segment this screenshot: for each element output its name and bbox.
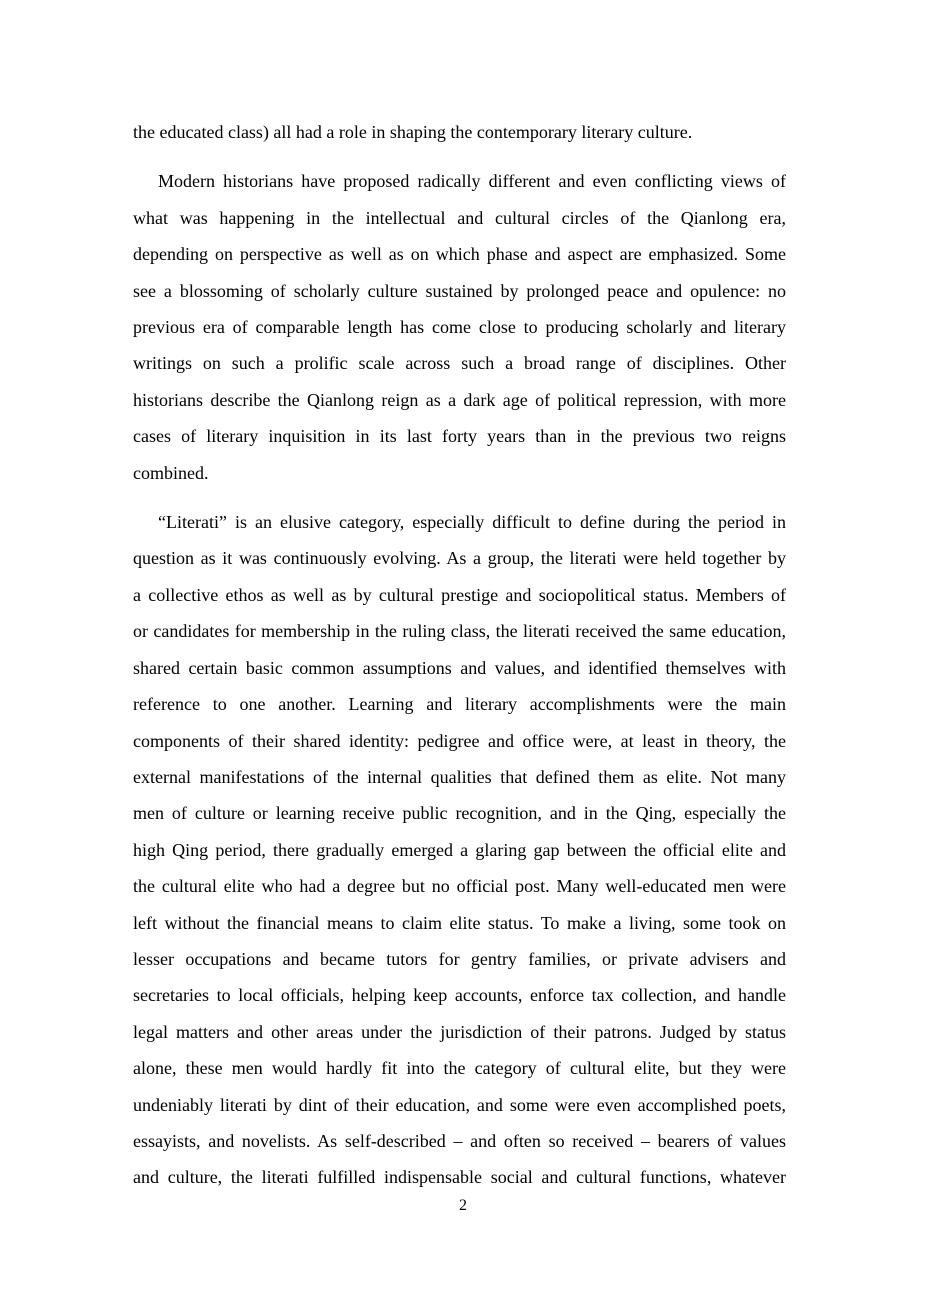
text-line: cases of literary inquisition in its last forty years than in the previous two reigns: [133, 426, 786, 447]
text-line: components of their shared identity: pedigree and office were, at least in theory, the: [133, 730, 786, 751]
text-line: historians describe the Qianlong reign as a dark age of political repression, with more: [133, 389, 786, 410]
text-line: left without the financial means to claim elite status. To make a living, some took on: [133, 912, 786, 933]
text-line: or candidates for membership in the ruling class, the literati received the same education,: [133, 621, 786, 642]
text-line: alone, these men would hardly fit into the category of cultural elite, but they were: [133, 1058, 786, 1079]
text-line: men of culture or learning receive public recognition, and in the Qing, especially the: [133, 803, 786, 824]
text-line: combined.: [133, 462, 209, 483]
paragraph: [133, 163, 786, 491]
text-line: external manifestations of the internal qualities that defined them as elite. Not many: [133, 766, 786, 787]
text-line: “Literati” is an elusive category, especially difficult to define during the period in: [158, 512, 786, 533]
text-line: what was happening in the intellectual and cultural circles of the Qianlong era,: [133, 207, 786, 228]
text-line: Modern historians have proposed radically different and even conflicting views of: [158, 171, 786, 192]
text-line: the educated class) all had a role in shaping the contemporary literary culture.: [133, 122, 693, 142]
text-line: shared certain basic common assumptions and values, and identified themselves with: [133, 657, 786, 678]
paragraph: [133, 504, 786, 1196]
text-line: see a blossoming of scholarly culture sustained by prolonged peace and opulence: no: [133, 280, 786, 301]
text-line: secretaries to local officials, helping keep accounts, enforce tax collection, and handle: [133, 985, 786, 1006]
text-line: essayists, and novelists. As self-described – and often so received – bearers of values: [133, 1130, 786, 1151]
text-line: lesser occupations and became tutors for gentry families, or private advisers and: [133, 948, 786, 969]
text-line: a collective ethos as well as by cultural prestige and sociopolitical status. Members of: [133, 584, 786, 605]
page-number: 2: [459, 1197, 467, 1214]
text-line: question as it was continuously evolving. As a group, the literati were held together by: [133, 548, 786, 569]
text-line: high Qing period, there gradually emerged a glaring gap between the official elite and: [133, 839, 786, 860]
text-line: the cultural elite who had a degree but no official post. Many well-educated men were: [133, 876, 786, 897]
text-body: [133, 114, 786, 1196]
text-line: reference to one another. Learning and literary accomplishments were the main: [133, 694, 786, 715]
text-line: and culture, the literati fulfilled indispensable social and cultural functions, whatever: [133, 1167, 786, 1188]
text-line: previous era of comparable length has come close to producing scholarly and literary: [133, 317, 786, 338]
text-line: depending on perspective as well as on which phase and aspect are emphasized. Some: [133, 244, 786, 265]
text-line: legal matters and other areas under the jurisdiction of their patrons. Judged by status: [133, 1021, 786, 1042]
text-line: writings on such a prolific scale across such a broad range of disciplines. Other: [133, 353, 786, 374]
paragraph: [133, 114, 786, 150]
text-line: undeniably literati by dint of their education, and some were even accomplished poets,: [133, 1094, 786, 1115]
